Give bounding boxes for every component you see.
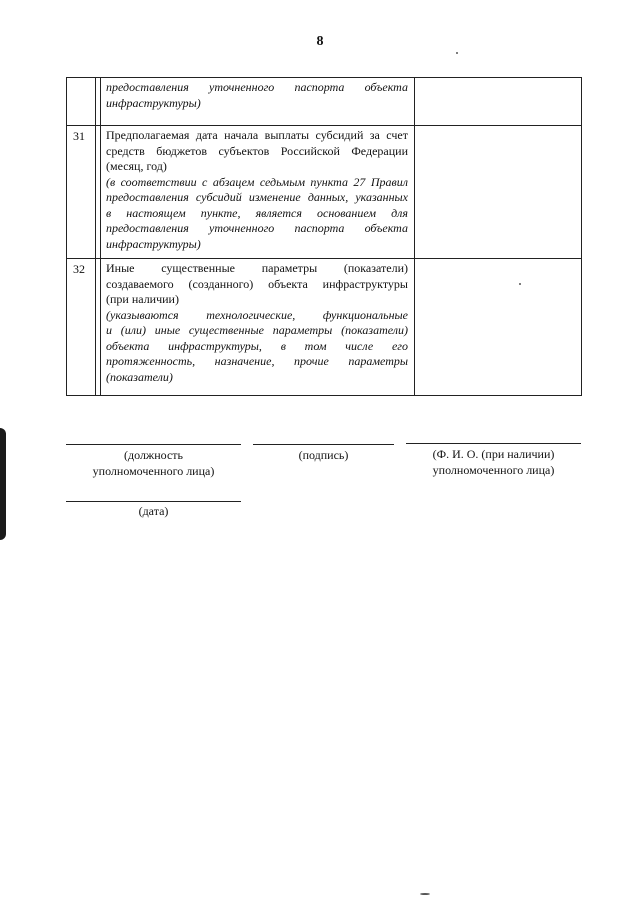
position-label [66, 447, 241, 479]
scan-speck [420, 893, 430, 895]
description-line: в настоящем пункте, является основанием для [106, 205, 408, 220]
position-signature-line [66, 444, 241, 445]
description-line: создаваемого (созданного) объекта инфраструктуры [106, 276, 408, 291]
date-label [66, 503, 241, 519]
description-line: предоставления уточненного паспорта объекта [106, 80, 408, 94]
description-line: предоставления субсидий изменение данных, указанных [106, 190, 408, 204]
signature-label-text: (подпись) [298, 448, 349, 462]
description-line: протяженность, назначение, прочие параметры [106, 354, 408, 368]
scan-speck [456, 52, 458, 54]
table-row [67, 126, 582, 259]
description-line: предоставления уточненного паспорта объекта [106, 221, 408, 235]
parameter-description-cell [101, 78, 415, 126]
parameters-table [66, 77, 582, 396]
position-label-line-1: (должность [124, 448, 183, 462]
scan-binding-shadow [0, 428, 6, 540]
row-number-cell [67, 78, 96, 126]
signature-label [253, 447, 394, 463]
description-line: (месяц, год) [106, 159, 167, 173]
date-signature-line [66, 501, 241, 502]
description-line: и (или) иные существенные параметры (показатели) [106, 323, 408, 337]
name-label-line-1: (Ф. И. О. (при наличии) [432, 447, 555, 461]
date-label-text: (дата) [138, 504, 169, 518]
description-line: (указываются технологические, функциональные [106, 307, 408, 322]
signature-line [253, 444, 394, 445]
name-label [406, 446, 581, 478]
row-number-cell: 32 [67, 259, 96, 396]
parameter-value-cell[interactable] [415, 259, 582, 396]
description-line: средств бюджетов субъектов Российской Федерации [106, 143, 408, 158]
description-line: Иные существенные параметры (показатели) [106, 261, 408, 275]
position-label-line-2: уполномоченного лица) [92, 464, 215, 478]
table-row [67, 259, 582, 396]
parameter-description-cell [101, 126, 415, 259]
name-signature-line [406, 443, 581, 444]
page-number: 8 [316, 34, 324, 49]
parameter-value-cell[interactable] [415, 78, 582, 126]
description-line: (в соответствии с абзацем седьмым пункта 27 Правил [106, 174, 408, 189]
parameter-value-cell[interactable] [415, 126, 582, 259]
description-line: (показатели) [106, 369, 173, 384]
row-number-cell: 31 [67, 126, 96, 259]
description-line: объекта инфраструктуры, в том числе его [106, 338, 408, 353]
name-label-line-2: уполномоченного лица) [432, 463, 555, 477]
description-line: Предполагаемая дата начала выплаты субсидий за счет [106, 128, 408, 142]
table-row [67, 78, 582, 126]
description-line: (при наличии) [106, 292, 179, 306]
parameter-description-cell [101, 259, 415, 396]
description-line: инфраструктуры) [106, 236, 201, 251]
description-line: инфраструктуры) [106, 95, 201, 110]
